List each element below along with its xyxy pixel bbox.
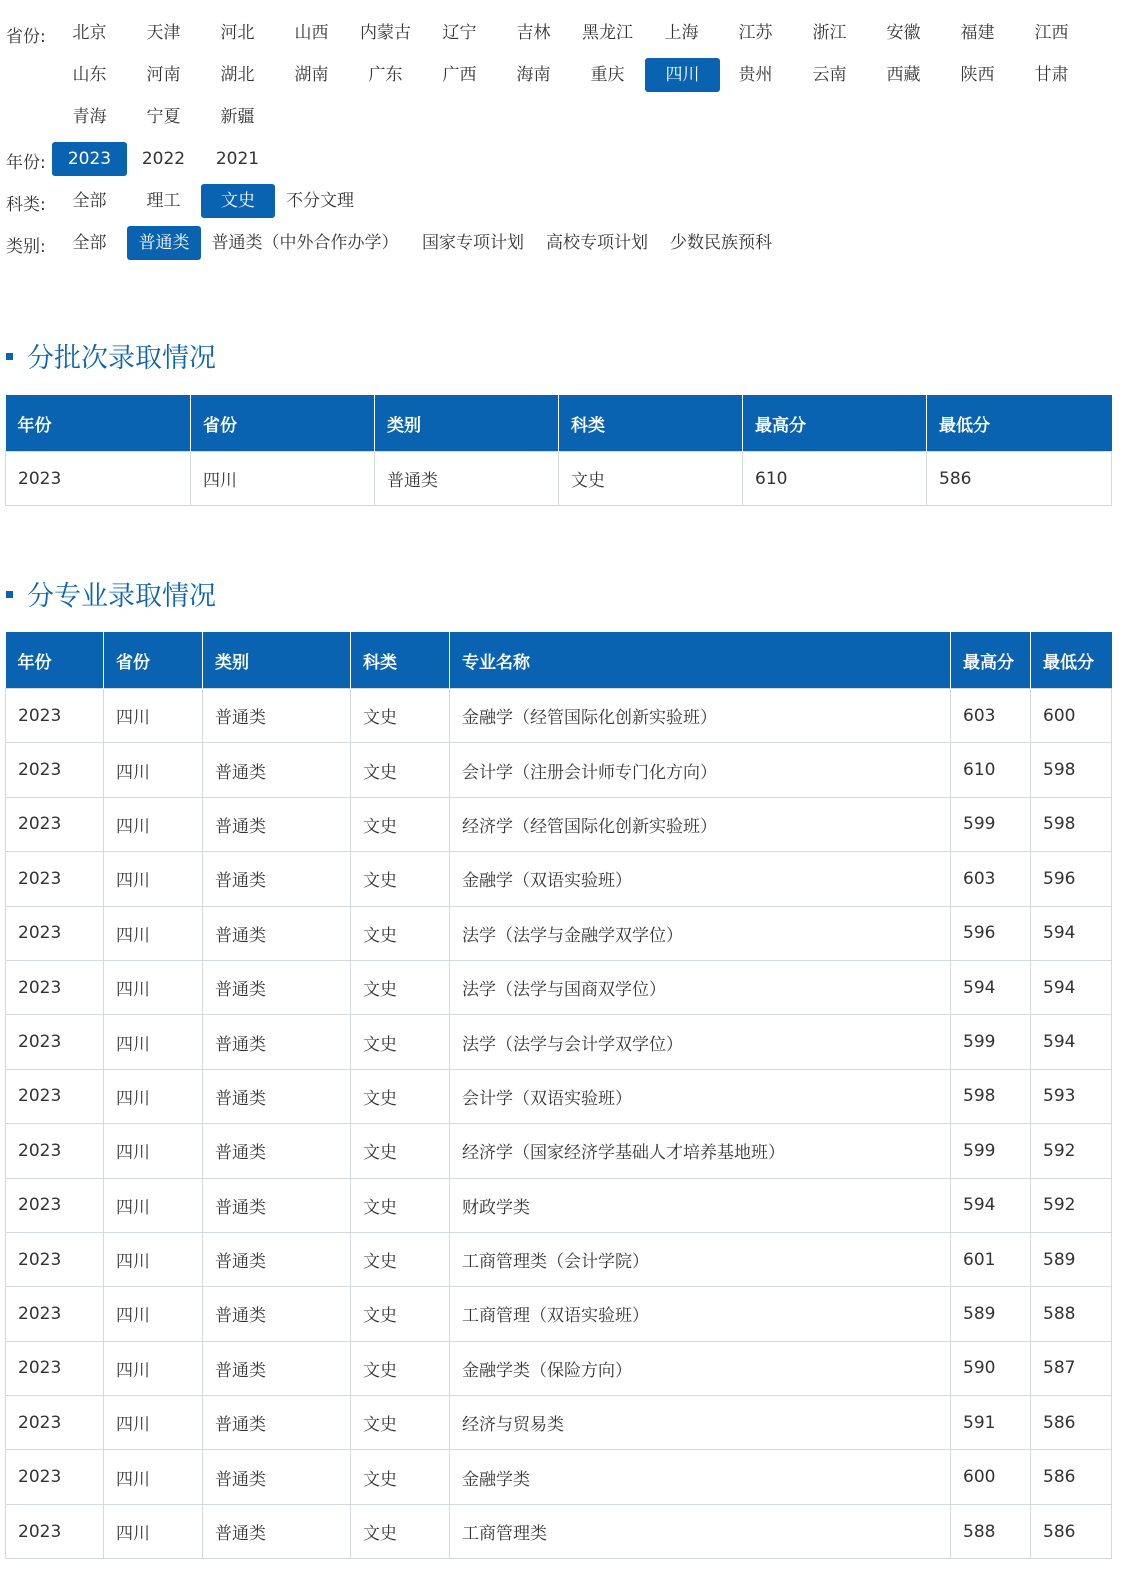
table-row — [6, 960, 1112, 1014]
province-option[interactable]: 广东 — [368, 65, 403, 85]
table-row — [6, 1450, 1112, 1504]
table-cell: 普通类 — [203, 960, 351, 1014]
table-row — [6, 797, 1112, 851]
table-cell: 普通类 — [203, 1069, 351, 1123]
province-filter-row-1 — [0, 12, 1128, 54]
subject-option[interactable]: 不分文理 — [286, 191, 354, 211]
table-row — [6, 906, 1112, 960]
table-cell: 2023 — [6, 852, 104, 906]
table-cell: 四川 — [104, 1450, 203, 1504]
table-cell: 610 — [743, 452, 927, 506]
column-header: 省份 — [191, 395, 375, 452]
province-option[interactable]: 贵州 — [738, 65, 773, 85]
table-cell: 四川 — [104, 689, 203, 743]
table-cell: 普通类 — [203, 1232, 351, 1286]
province-option[interactable]: 山西 — [294, 23, 329, 43]
table-cell: 普通类 — [203, 1450, 351, 1504]
filter-panel — [0, 12, 1128, 264]
table-cell: 四川 — [104, 1504, 203, 1558]
table-row — [6, 1069, 1112, 1123]
table-row — [6, 1232, 1112, 1286]
table-cell: 591 — [951, 1396, 1031, 1450]
table-cell: 文史 — [351, 1015, 450, 1069]
table-cell: 四川 — [104, 1396, 203, 1450]
table-cell: 594 — [1031, 1015, 1112, 1069]
table-cell: 文史 — [351, 797, 450, 851]
table-cell: 文史 — [351, 1504, 450, 1558]
province-option[interactable]: 甘肃 — [1034, 65, 1069, 85]
table-cell: 四川 — [104, 960, 203, 1014]
table-cell: 文史 — [351, 1232, 450, 1286]
table-cell: 工商管理类（会计学院） — [450, 1232, 951, 1286]
province-option[interactable]: 江苏 — [738, 23, 773, 43]
table-cell: 四川 — [104, 743, 203, 797]
table-cell: 经济学（国家经济学基础人才培养基地班） — [450, 1124, 951, 1178]
table-cell: 法学（法学与国商双学位） — [450, 960, 951, 1014]
table-cell: 法学（法学与会计学双学位） — [450, 1015, 951, 1069]
province-option[interactable]: 北京 — [72, 23, 107, 43]
province-option[interactable]: 浙江 — [812, 23, 847, 43]
province-option[interactable]: 海南 — [516, 65, 551, 85]
category-option[interactable]: 高校专项计划 — [546, 233, 648, 253]
table-cell: 598 — [1031, 743, 1112, 797]
column-header: 专业名称 — [450, 632, 951, 689]
table-cell: 594 — [951, 960, 1031, 1014]
province-option[interactable]: 内蒙古 — [360, 23, 411, 43]
table-row — [6, 1287, 1112, 1341]
table-cell: 经济与贸易类 — [450, 1396, 951, 1450]
table-cell: 金融学类 — [450, 1450, 951, 1504]
province-option[interactable]: 宁夏 — [146, 107, 181, 127]
table-cell: 四川 — [104, 1341, 203, 1395]
province-option[interactable]: 河北 — [220, 23, 255, 43]
table-cell: 文史 — [351, 906, 450, 960]
table-cell: 四川 — [104, 1124, 203, 1178]
table-cell: 592 — [1031, 1178, 1112, 1232]
category-filter-row — [0, 222, 1128, 264]
table-cell: 2023 — [6, 743, 104, 797]
table-cell: 文史 — [351, 743, 450, 797]
year-filter-row — [0, 138, 1128, 180]
province-option[interactable]: 广西 — [442, 65, 477, 85]
table-cell: 会计学（注册会计师专门化方向） — [450, 743, 951, 797]
table-cell: 四川 — [104, 1069, 203, 1123]
province-filter-row-3 — [0, 96, 1128, 138]
table-cell: 2023 — [6, 1396, 104, 1450]
province-option[interactable]: 重庆 — [590, 65, 625, 85]
bullet-square-icon — [6, 353, 13, 360]
table-cell: 2023 — [6, 1341, 104, 1395]
table-cell: 四川 — [104, 1287, 203, 1341]
table-cell: 四川 — [104, 797, 203, 851]
province-option[interactable]: 安徽 — [886, 23, 921, 43]
table-cell: 2023 — [6, 1287, 104, 1341]
table-cell: 603 — [951, 852, 1031, 906]
table-cell: 610 — [951, 743, 1031, 797]
table-cell: 587 — [1031, 1341, 1112, 1395]
column-header: 类别 — [375, 395, 559, 452]
province-option[interactable]: 河南 — [146, 65, 181, 85]
table-cell: 601 — [951, 1232, 1031, 1286]
table-cell: 594 — [1031, 906, 1112, 960]
province-option[interactable]: 湖南 — [294, 65, 329, 85]
table-cell: 600 — [1031, 689, 1112, 743]
table-cell: 603 — [951, 689, 1031, 743]
province-filter-label: 省份: — [6, 27, 46, 47]
table-cell: 586 — [1031, 1504, 1112, 1558]
table-cell: 文史 — [351, 960, 450, 1014]
table-cell: 2023 — [6, 1069, 104, 1123]
table-cell: 590 — [951, 1341, 1031, 1395]
table-cell: 2023 — [6, 1178, 104, 1232]
table-cell: 普通类 — [203, 1396, 351, 1450]
table-cell: 594 — [951, 1178, 1031, 1232]
column-header: 科类 — [351, 632, 450, 689]
column-header: 科类 — [559, 395, 743, 452]
province-option[interactable]: 陕西 — [960, 65, 995, 85]
table-cell: 财政学类 — [450, 1178, 951, 1232]
table-cell: 四川 — [104, 1232, 203, 1286]
table-cell: 文史 — [559, 452, 743, 506]
table-cell: 文史 — [351, 1178, 450, 1232]
table-cell: 592 — [1031, 1124, 1112, 1178]
table-row — [6, 743, 1112, 797]
table-cell: 598 — [1031, 797, 1112, 851]
table-cell: 2023 — [6, 689, 104, 743]
province-option[interactable]: 上海 — [664, 23, 699, 43]
table-cell: 2023 — [6, 1450, 104, 1504]
table-cell: 588 — [951, 1504, 1031, 1558]
province-option[interactable]: 山东 — [72, 65, 107, 85]
major-table-body — [6, 689, 1112, 1559]
table-cell: 文史 — [351, 1069, 450, 1123]
table-cell: 普通类 — [203, 1287, 351, 1341]
table-cell: 四川 — [191, 452, 375, 506]
column-header: 最高分 — [951, 632, 1031, 689]
table-header-row — [6, 632, 1112, 689]
table-cell: 589 — [951, 1287, 1031, 1341]
subject-filter-label: 科类: — [6, 195, 46, 215]
table-cell: 2023 — [6, 1015, 104, 1069]
table-cell: 文史 — [351, 852, 450, 906]
column-header: 最低分 — [927, 395, 1112, 452]
table-cell: 普通类 — [375, 452, 559, 506]
table-cell: 文史 — [351, 1124, 450, 1178]
table-cell: 金融学类（保险方向） — [450, 1341, 951, 1395]
table-row — [6, 452, 1112, 506]
table-cell: 586 — [1031, 1396, 1112, 1450]
table-cell: 599 — [951, 1015, 1031, 1069]
category-option[interactable]: 少数民族预科 — [670, 233, 772, 253]
column-header: 最低分 — [1031, 632, 1112, 689]
category-filter-label: 类别: — [6, 237, 46, 257]
table-cell: 普通类 — [203, 1124, 351, 1178]
province-option[interactable]: 云南 — [812, 65, 847, 85]
table-cell: 600 — [951, 1450, 1031, 1504]
column-header: 省份 — [104, 632, 203, 689]
column-header: 最高分 — [743, 395, 927, 452]
table-row — [6, 1015, 1112, 1069]
table-cell: 598 — [951, 1069, 1031, 1123]
table-cell: 普通类 — [203, 1178, 351, 1232]
table-cell: 599 — [951, 797, 1031, 851]
province-option[interactable]: 福建 — [960, 23, 995, 43]
batch-section-title: 分批次录取情况 — [6, 336, 216, 375]
province-option[interactable]: 江西 — [1034, 23, 1069, 43]
table-row — [6, 1124, 1112, 1178]
category-option-selected[interactable]: 普通类 — [127, 226, 201, 260]
province-option[interactable]: 湖北 — [220, 65, 255, 85]
table-cell: 586 — [1031, 1450, 1112, 1504]
table-cell: 普通类 — [203, 852, 351, 906]
province-option[interactable]: 天津 — [146, 23, 181, 43]
table-cell: 596 — [951, 906, 1031, 960]
category-option[interactable]: 国家专项计划 — [422, 233, 524, 253]
table-row — [6, 1178, 1112, 1232]
year-option[interactable]: 2022 — [141, 149, 186, 169]
subject-option[interactable]: 全部 — [72, 191, 107, 211]
table-cell: 文史 — [351, 1396, 450, 1450]
table-cell: 四川 — [104, 906, 203, 960]
batch-admission-table — [5, 395, 1112, 506]
table-cell: 普通类 — [203, 906, 351, 960]
bullet-square-icon — [6, 591, 13, 598]
table-row — [6, 689, 1112, 743]
province-filter-row-2 — [0, 54, 1128, 96]
category-option[interactable]: 全部 — [72, 233, 107, 253]
table-cell: 普通类 — [203, 1504, 351, 1558]
province-option[interactable]: 青海 — [72, 107, 107, 127]
subject-option-selected[interactable]: 文史 — [201, 184, 275, 218]
table-cell: 2023 — [6, 1232, 104, 1286]
table-row — [6, 852, 1112, 906]
table-cell: 588 — [1031, 1287, 1112, 1341]
table-cell: 法学（法学与金融学双学位） — [450, 906, 951, 960]
table-cell: 593 — [1031, 1069, 1112, 1123]
table-cell: 会计学（双语实验班） — [450, 1069, 951, 1123]
major-admission-table — [5, 632, 1112, 1559]
table-cell: 596 — [1031, 852, 1112, 906]
table-cell: 594 — [1031, 960, 1112, 1014]
table-cell: 文史 — [351, 1341, 450, 1395]
major-section-title: 分专业录取情况 — [6, 574, 216, 613]
table-cell: 589 — [1031, 1232, 1112, 1286]
table-cell: 2023 — [6, 960, 104, 1014]
province-option[interactable]: 黑龙江 — [582, 23, 633, 43]
column-header: 年份 — [6, 395, 191, 452]
table-cell: 2023 — [6, 797, 104, 851]
province-option[interactable]: 新疆 — [220, 107, 255, 127]
table-cell: 文史 — [351, 1450, 450, 1504]
table-cell: 普通类 — [203, 743, 351, 797]
table-cell: 2023 — [6, 1504, 104, 1558]
table-cell: 四川 — [104, 1015, 203, 1069]
subject-filter-row — [0, 180, 1128, 222]
province-option[interactable]: 吉林 — [516, 23, 551, 43]
table-cell: 工商管理（双语实验班） — [450, 1287, 951, 1341]
table-cell: 金融学（双语实验班） — [450, 852, 951, 906]
table-cell: 文史 — [351, 689, 450, 743]
subject-option[interactable]: 理工 — [146, 191, 181, 211]
province-option-selected[interactable]: 四川 — [645, 58, 720, 92]
table-cell: 586 — [927, 452, 1112, 506]
column-header: 类别 — [203, 632, 351, 689]
table-row — [6, 1341, 1112, 1395]
province-option[interactable]: 辽宁 — [442, 23, 477, 43]
year-option-selected[interactable]: 2023 — [52, 142, 127, 176]
table-cell: 文史 — [351, 1287, 450, 1341]
table-cell: 金融学（经管国际化创新实验班） — [450, 689, 951, 743]
table-row — [6, 1396, 1112, 1450]
table-cell: 工商管理类 — [450, 1504, 951, 1558]
category-option[interactable]: 普通类（中外合作办学） — [211, 233, 399, 253]
table-header-row — [6, 395, 1112, 452]
table-row — [6, 1504, 1112, 1558]
table-cell: 普通类 — [203, 1341, 351, 1395]
year-filter-label: 年份: — [6, 153, 46, 173]
year-option[interactable]: 2021 — [215, 149, 260, 169]
table-cell: 普通类 — [203, 1015, 351, 1069]
table-cell: 2023 — [6, 1124, 104, 1178]
table-cell: 2023 — [6, 452, 191, 506]
column-header: 年份 — [6, 632, 104, 689]
table-cell: 四川 — [104, 852, 203, 906]
table-cell: 四川 — [104, 1178, 203, 1232]
table-cell: 经济学（经管国际化创新实验班） — [450, 797, 951, 851]
table-cell: 599 — [951, 1124, 1031, 1178]
table-cell: 普通类 — [203, 797, 351, 851]
province-option[interactable]: 西藏 — [886, 65, 921, 85]
table-cell: 2023 — [6, 906, 104, 960]
table-cell: 普通类 — [203, 689, 351, 743]
